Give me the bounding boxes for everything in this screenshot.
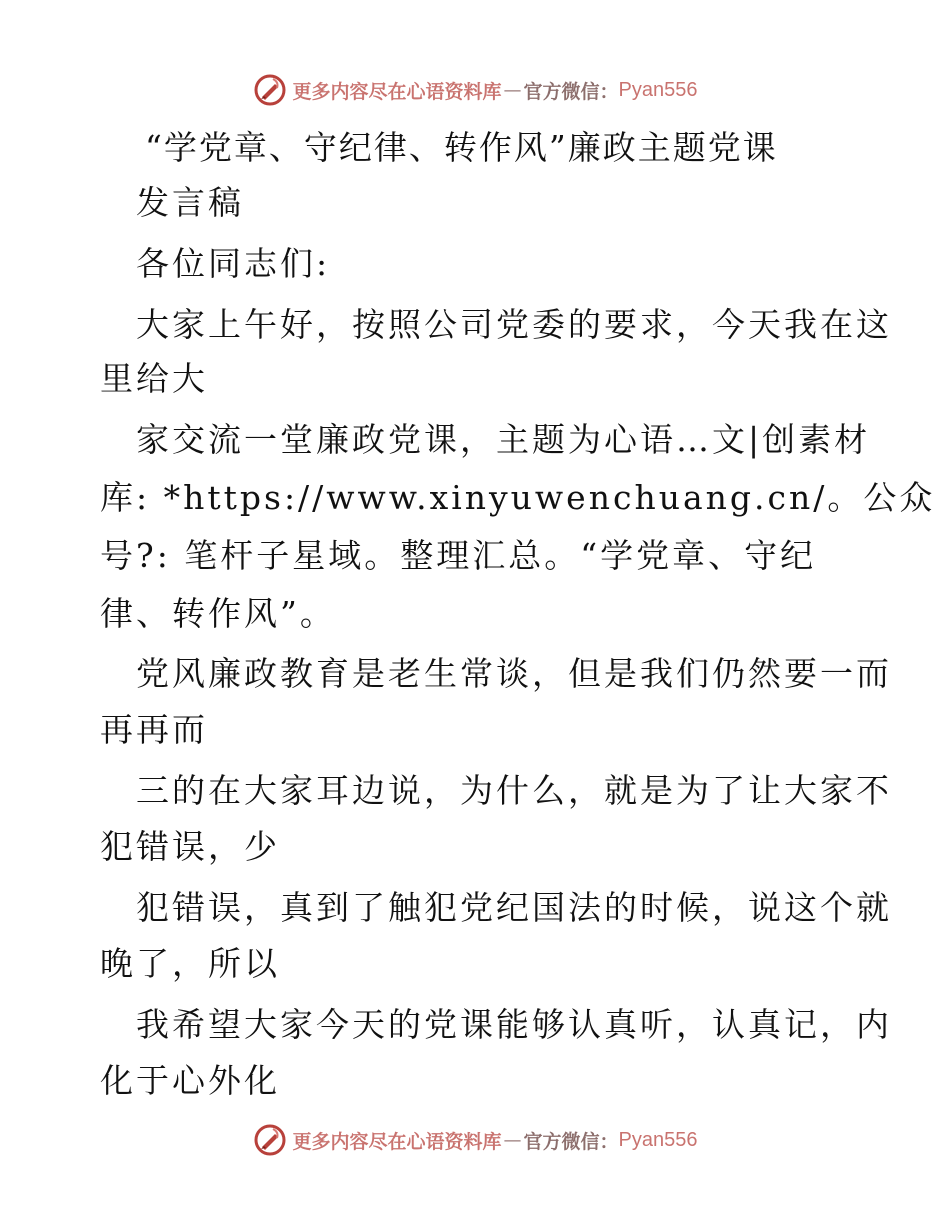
document-title: “学党章、守纪律、转作风”廉政主题党课 [145, 128, 778, 167]
header-separator: — [503, 79, 522, 101]
salutation: 各位同志们: [136, 244, 331, 283]
paragraph-line: 三的在大家耳边说，为什么，就是为了让大家不 [136, 771, 892, 810]
flame-pen-logo-icon [253, 1123, 287, 1157]
paragraph-line: 我希望大家今天的党课能够认真听，认真记，内 [136, 1005, 892, 1044]
header-wechat-id: Pyan556 [618, 78, 698, 101]
footer-wechat-id: Pyan556 [618, 1128, 698, 1151]
header-wechat-label: 官方微信： [523, 80, 619, 103]
footer-wechat-label: 官方微信： [523, 1130, 619, 1153]
footer-brand-text: 更多内容尽在心语资料库 [292, 1130, 502, 1153]
header-banner [0, 68, 950, 112]
paragraph-line: 大家上午好，按照公司党委的要求，今天我在这 [136, 305, 892, 344]
paragraph-line: 晚了，所以 [100, 944, 280, 983]
paragraph-line: 再再而 [100, 710, 208, 749]
paragraph-line: 里给大 [100, 359, 208, 398]
paragraph-line: 化于心外化 [100, 1061, 280, 1100]
paragraph-line: 家交流一堂廉政党课，主题为心语…文|创素材 [136, 420, 871, 459]
header-brand-text: 更多内容尽在心语资料库 [292, 80, 502, 103]
paragraph-line: 号?: 笔杆子星域。整理汇总。“学党章、守纪 [100, 536, 817, 575]
paragraph-line: 律、转作风”。 [100, 594, 336, 633]
document-subtitle: 发言稿 [136, 183, 244, 222]
footer-separator: — [503, 1129, 522, 1151]
paragraph-line: 犯错误，少 [100, 827, 280, 866]
flame-pen-logo-icon [253, 73, 287, 107]
paragraph-line: 库: *https://www.xinyuwenchuang.cn/。公众 [100, 478, 936, 517]
paragraph-line: 犯错误，真到了触犯党纪国法的时候，说这个就 [136, 888, 892, 927]
footer-banner [0, 1118, 950, 1162]
paragraph-line: 党风廉政教育是老生常谈，但是我们仍然要一而 [136, 654, 892, 693]
